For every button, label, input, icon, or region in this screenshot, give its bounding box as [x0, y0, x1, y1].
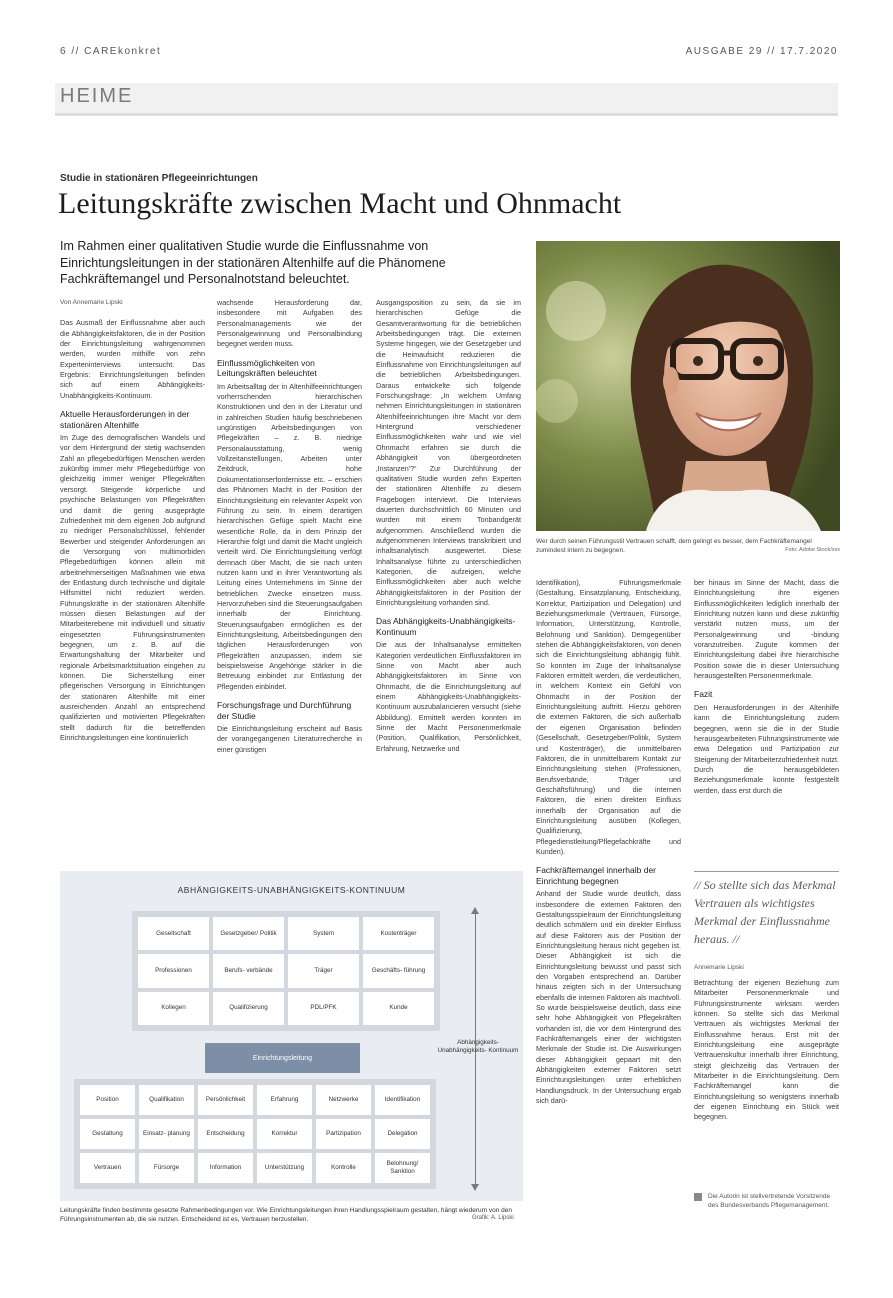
- pull-quote: // So stellte sich das Merkmal Vertrauen als wichtigstes Merkmal der Einflussnahme heraus. //: [694, 871, 839, 948]
- factor-cell: Vertrauen: [80, 1153, 135, 1183]
- photo-caption: [536, 537, 840, 555]
- paragraph: Betrachtung der eigenen Beziehung zum Mitarbeiter Personenmerkmale und Führungsinstrumente wirksam werden können. So stellte sich das Merkmal Vertrauen als wichtigstes Merkmal der Einflussnahme heraus. Erst mit der Einrichtungsleitung eine ausgeprägte Vertrauenskultur innerhalb ihrer Einrichtung, steigt gleichzeitig das Vertrauen der Mitarbeiter in die Einrichtungsleitung. Dem Fachkräftemangel kann die Einrichtungsleitung so wenigstens innerhalb der eigenen Einrichtung ein Stück weit begegnen.: [694, 978, 839, 1122]
- paragraph: Im Arbeitsalltag der in Altenhilfeeinrichtungen vorherrschenden hierarchischen Konstruktionen und den in der Literatur und in zahlreichen Studien häufig beschriebenen ungünstigen Arbeitsbedingungen von Pflegekräften – z. B. niedrige Personalausstattung, wenig Vollzeitanstellungen, Arbeiten unter Zeitdruck, hohe Dokumentationserfordernisse etc. – erschien das Phänomen Macht in der Position der Einrichtungsleitung ein relevanter Aspekt von Führung zu sein. In einem derartigen hierarchischen Gefüge spielt Macht eine wesentliche Rolle, da in dem Prinzip der Hierarchie folgt und damit die Macht ungleich verteilt wird. Die Einrichtungsleitung verfügt demnach über Macht, die sie nach unten nutzen kann und in ihrer Verantwortung als Leitung eines Unternehmens im Sinne der betrieblichen Zwecke einsetzen muss. Hervorzuheben sind die Steuerungsaufgaben innerhalb der Einrichtung. Steuerungsaufgaben ermöglichen es der Einrichtungsleitung, Arbeitsbedingungen den täglichen Herausforderungen von Pflegekräften anzupassen, indem sie beispielsweise Angehörige stärker in die Betreuung einbindet zur Entlastung der Pflegenden einbindet.: [217, 381, 362, 691]
- issue-date: AUSGABE 29 // 17.7.2020: [685, 46, 838, 57]
- factor-cell: PDL/PFK: [288, 992, 359, 1025]
- factor-cell: Gestaltung: [80, 1119, 135, 1149]
- factor-cell: System: [288, 917, 359, 950]
- paragraph: Den Herausforderungen in der Altenhilfe kann die Einrichtungsleitung zudem begegnen, wenn sie die in der Studie herausgearbeiteten Führungsinstrumente wie etwa Delegation und Partizipation zur Steigerung der Mitarbeiterzufriedenheit nutzt. Durch die herausgebildeten Beziehungsmerkmale konnte festgestellt werden, dass erst durch die: [694, 702, 839, 795]
- photo-credit: Foto: Adobe Stock/xxx: [785, 547, 840, 553]
- factor-cell: Geschäfts- führung: [363, 954, 434, 987]
- page-number-publication: 6 // CAREkonkret: [60, 46, 162, 57]
- column-3: [376, 298, 521, 759]
- factor-cell: Position: [80, 1085, 135, 1115]
- continuum-diagram: [60, 871, 523, 1201]
- paragraph: Im Zuge des demografischen Wandels und vor dem Hintergrund der stetig wachsenden Zahl an pflegebedürftigen Menschen werden zukünftig immer mehr Pflegebedürftige von gleichzeitig immer weniger Pflegekräften versorgt. Steigende körperliche und psychische Belastungen von Pflegekräften und damit die gering ausgeprägte Zufriedenheit mit dem eigenen Job aufgrund zu niedriger Personalschlüssel, fehlender Bewerber und steigender Anforderungen an die Versorgung von multimorbiden Pflegebedürftigen können allein mit arbeitnehmerseitigen Maßnahmen wie etwa der Entlastung durch technische und digitale Hilfsmittel nicht reduziert werden. Führungskräfte in der stationären Altenhilfe müssen diesen Belastungen auf der Mitarbeiterebene mit individuell und situativ eingesetzten Führungsinstrumenten begegnen, um z. B. auf die Erwartungshaltung der Mitarbeiter und regionale Arbeitsmarktsituation eingehen zu können. Die Sicherstellung einer pflegerischen Versorgung in Einrichtungen der stationären Altenhilfe mit einer ausreichenden Anzahl an entsprechend qualifizierten und motivierten Pflegekräften stellt dadurch für die betreffenden Einrichtungsleitungen eine kontinuierlich: [60, 433, 205, 743]
- subheading: Fazit: [694, 689, 713, 700]
- subheading: Forschungsfrage und Durchführung der Studie: [217, 700, 352, 721]
- subheading: Aktuelle Herausforderungen in der stationären Altenhilfe: [60, 409, 190, 430]
- factor-cell: Professionen: [138, 954, 209, 987]
- factor-cell: Berufs- verbände: [213, 954, 284, 987]
- factor-cell: Gesetzgeber/ Politik: [213, 917, 284, 950]
- factor-cell: Träger: [288, 954, 359, 987]
- column-1: [60, 298, 205, 748]
- paragraph: ber hinaus im Sinne der Macht, dass die Einrichtungsleitung ihre eigenen Einflussmöglichkeiten lediglich innerhalb der Einrichtung nutzen kann und diese zukünftig verstärkt nutzen muss, um der Personalgewinnung und -bindung voranzutreiben. Zugute kommen der Einrichtungsleitung dabei ihre hierarchische Position sowie die in dieser Untersuchung herausgestellten Personenmerkmale.: [694, 578, 839, 681]
- axis-label: Abhängigkeits- Unabhängigkeits- Kontinuum: [437, 1039, 519, 1054]
- author-info: Die Autorin ist stellvertretende Vorsitzende des Bundesverbands Pflegemanagement.: [708, 1193, 831, 1209]
- factor-cell: Erfahrung: [257, 1085, 312, 1115]
- paragraph: Identifikation), Führungsmerkmale (Gestaltung, Einsatzplanung, Entscheidung, Korrektur, Partizipation und Delegation) und Beziehungsmerkmale (Vertrauen, Fürsorge, Information, Unterstützung, Kontrolle, Belohnung und Sanktion). Demgegenüber stehen die Abhängigkeitsfaktoren, von denen sich die Einrichtungsleitung abhängig fühlt. So konnten im Zuge der Inhaltsanalyse Faktoren ermittelt werden, die verdeutlichen, in welchem Kontext ein Gefühl von Ohnmacht in der Position der Einrichtungsleitung auftritt. Hierzu gehören die externen Faktoren, die sich außerhalb der eigenen Organisation befinden (Gesellschaft, Gesetzgeber/Politik, System und Kostenträger), die unmittelbaren Faktoren, die in unmittelbarem Kontakt zur Einrichtungsleitung stehen (Professionen, Berufsverbände, Träger und Geschäftsführung) und die internen Faktoren, die einen direkten Einfluss innerhalb der Organisation auf die Einrichtungsleitung ausüben (Kollegen, Qualifizierung, Pflegedienstleitung/Pflegefachkräfte und Kunden).: [536, 578, 681, 856]
- section-bar: [55, 83, 838, 116]
- paragraph: Die aus der Inhaltsanalyse ermittelten Kategorien verdeutlichen Einflussfaktoren im Sinne von Macht aber auch Abhängigkeitsfaktoren im Sinne von Ohnmacht, die die Einrichtungsleitung auf einem Abhängigkeits-Unabhängigkeits-Kontinuum auszubalancieren versucht (siehe Abbildung). Ermittelt werden konnten im Sinne der Macht Personenmerkmale (Position, Qualifikation, Persönlichkeit, Erfahrung, Netzwerke und: [376, 640, 521, 753]
- diagram-caption: Leitungskräfte finden bestimmte gesetzte Rahmenbedingungen vor. Wie Einrichtungsleitungen ihren Handlungsspielraum gestalten, hängt wiederum von den Führungsinstrumenten ab, die sie nutzen. Entscheidend ist es, Vertrauen herzustellen.: [60, 1207, 513, 1223]
- diagram-source: Grafik: A. Lipski: [472, 1215, 514, 1221]
- author-byline: Von Annemarie Lipski: [60, 299, 123, 306]
- section-title: HEIME: [60, 85, 134, 107]
- subheading: Das Abhängigkeits-Unabhängigkeits-Kontinuum: [376, 616, 516, 637]
- portrait-photo: [536, 241, 840, 531]
- factor-cell: Qualifizierung: [213, 992, 284, 1025]
- square-bullet-icon: [694, 1193, 702, 1201]
- column-2: [217, 298, 362, 760]
- factor-cell: Fürsorge: [139, 1153, 194, 1183]
- kicker: Studie in stationären Pflegeeinrichtungen: [60, 173, 258, 184]
- factor-cell: Belohnung/ Sanktion: [375, 1153, 430, 1183]
- photo-caption-text: Wer durch seinen Führungsstil Vertrauen schafft, dem gelingt es besser, dem Fachkräftemangel zumindest intern zu begegnen.: [536, 538, 812, 554]
- paragraph: Anhand der Studie wurde deutlich, dass insbesondere die externen Faktoren den Gestaltungsspielraum der Einrichtungsleitung deutlich schmälern und ein direkter Einfluss auf diese Faktoren aus der Position der Einrichtungsleitung heraus nicht gegeben ist. Dieser Abhängigkeit ist sich die Einrichtungsleitung bewusst und passt sich den Vorgaben entsprechend an. Darüber hinaus zeigten sich in der Untersuchung ebenfalls die internen Faktoren als machtvoll. So wurde beispielsweise deutlich, dass eine sehr hohe Abhängigkeit von Pflegekräften vorhanden ist, die vor dem Hintergrund des Fachkräftemangels einer der wichtigsten Merkmale der Studie ist. Die Auswirkungen dieser Abhängigkeit gepaart mit den Abhängigkeiten externer Faktoren setzt Einrichtungsleitungen unter erheblichen Handlungsdruck. In der Untersuchung ergab sich darü-: [536, 889, 681, 1106]
- factor-cell: Qualifikation: [139, 1085, 194, 1115]
- center-box-einrichtungsleitung: Einrichtungsleitung: [205, 1043, 360, 1073]
- factor-cell: Kostenträger: [363, 917, 434, 950]
- factor-cell: Einsatz- planung: [139, 1119, 194, 1149]
- factor-cell: Gesellschaft: [138, 917, 209, 950]
- column-4: [536, 578, 681, 1112]
- subheading: Einflussmöglichkeiten von Leitungskräften beleuchtet: [217, 357, 317, 379]
- factor-cell: Information: [198, 1153, 253, 1183]
- diagram-title: ABHÄNGIGKEITS-UNABHÄNGIGKEITS-KONTINUUM: [177, 885, 406, 895]
- headline: Leitungskräfte zwischen Macht und Ohnmacht: [58, 187, 622, 220]
- factor-cell: Korrektur: [257, 1119, 312, 1149]
- factor-cell: Partizipation: [316, 1119, 371, 1149]
- lead-text: Im Rahmen einer qualitativen Studie wurde die Einflussnahme von Einrichtungsleitungen in der stationären Altenhilfe auf die Phänomene Fachkräftemangel und Personalnotstand beleuchtet.: [60, 239, 446, 286]
- paragraph: Ausgangsposition zu sein, da sie im hierarchischen Gefüge die Gesamtverantwortung für die betrieblichen Arbeitsbedingungen trägt. Die externen Systeme hingegen, wie der Gesetzgeber und die Heimaufsicht reduzieren die Einflussnahme von Einrichtungsleitungen auf die betrieblichen Arbeitsbedingungen. Daraus entwickelte sich folgende Forschungsfrage: „In welchem Umfang nehmen Einrichtungsleitungen in stationären Altenhilfeeinrichtungen ihre Macht vor dem Hintergrund verschiedener Einflussmöglichkeiten wahr und wie viel Ohnmacht erfahren sie durch die Abhängigkeit von übergeordneten ‚Instanzen'?“ Zur Durchführung der qualitativen Studie wurden zehn Experten der stationären Altenhilfe zu diesem Fragebogen interviewt. Die Interviews dauerten durchschnittlich 60 Minuten und wurden mit einem Tonbandgerät aufgenommen. Anschließend wurden die aufgenommenen Interviews transkribiert und inhaltsanalytisch ausgewertet. Diese Inhaltsanalyse führte zu unterschiedlichen Kategorien, die aufzeigen, welche Einflussmöglichkeiten aber auch welche Abhängigkeitsfaktoren in der Position der Einrichtungsleitung vorhanden sind.: [376, 298, 521, 607]
- paragraph: wachsende Herausforderung dar, insbesondere mit Aufgaben des Personalmanagements wie der Personalgewinnung und Personalbindung begegnet werden muss.: [217, 298, 362, 349]
- column-5-continued: [694, 978, 839, 1128]
- factor-cell: Unterstützung: [257, 1153, 312, 1183]
- author-infobox: [694, 1192, 839, 1210]
- quote-author: Annemarie Lipski: [694, 964, 744, 971]
- factor-cell: Persönlichkeit: [198, 1085, 253, 1115]
- influence-factors-grid: [74, 1079, 436, 1189]
- column-5: [694, 578, 839, 801]
- paragraph: Das Ausmaß der Einflussnahme aber auch die Abhängigkeitsfaktoren, die in der Position der Einrichtungsleitung wahrgenommen werden, wurden mithilfe von zehn Experteninterviews untersucht. Das Ergebnis: Einrichtungsleitungen befinden sich auf einem Abhängigkeits-Unabhängigkeits-Kontinuum.: [60, 318, 205, 400]
- subheading: Fachkräftemangel innerhalb der Einrichtung begegnen: [536, 865, 657, 886]
- factor-cell: Kontrolle: [316, 1153, 371, 1183]
- factor-cell: Kunde: [363, 992, 434, 1025]
- factor-cell: Entscheidung: [198, 1119, 253, 1149]
- paragraph: Die Einrichtungsleitung erscheint auf Basis der vorangegangenen Literaturrecherche in einer günstigen: [217, 724, 362, 754]
- factor-cell: Delegation: [375, 1119, 430, 1149]
- factor-cell: Identifikation: [375, 1085, 430, 1115]
- factor-cell: Kollegen: [138, 992, 209, 1025]
- dependency-factors-grid: [132, 911, 440, 1031]
- factor-cell: Netzwerke: [316, 1085, 371, 1115]
